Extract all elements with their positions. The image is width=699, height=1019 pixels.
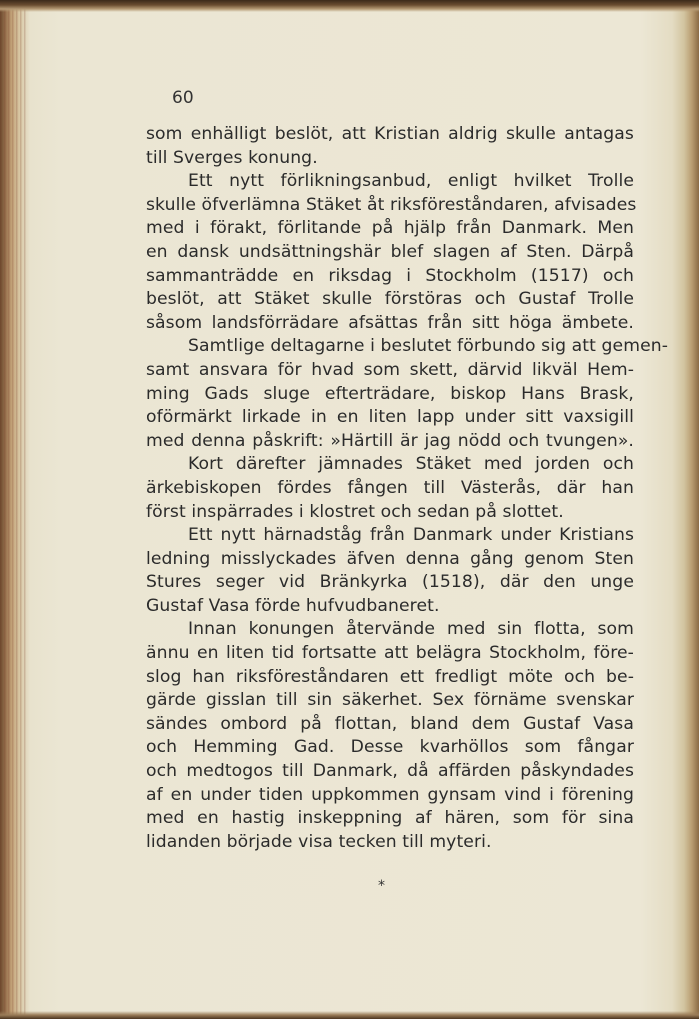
text-line: beslöt, att Stäket skulle förstöras och Gustaf Trolle	[146, 289, 634, 310]
text-line: med i förakt, förlitande på hjälp från Danmark. Men	[146, 218, 634, 239]
text-line: sammanträdde en riksdag i Stockholm (1517) och	[146, 265, 634, 286]
text-line: skulle öfverlämna Stäket åt riksföreståndaren, afvisades	[146, 194, 637, 215]
text-line: lidanden började visa tecken till myteri.	[146, 831, 492, 852]
page-number: 60	[172, 88, 194, 108]
section-ornament: *	[378, 878, 385, 894]
body-text	[146, 123, 669, 854]
text-line: Innan konungen återvände med sin flotta, som	[188, 619, 634, 640]
text-line: samt ansvara för hvad som skett, därvid likväl Hem-	[146, 359, 634, 380]
text-line: af en under tiden uppkommen gynsam vind i förening	[146, 784, 634, 805]
text-line: och medtogos till Danmark, då affärden påskyndades	[146, 761, 634, 782]
text-line: Stures seger vid Bränkyrka (1518), där den unge	[146, 572, 634, 593]
text-line: och Hemming Gad. Desse kvarhöllos som fångar	[146, 737, 634, 758]
text-line: ming Gads sluge efterträdare, biskop Hans Brask,	[146, 383, 634, 404]
text-line: ärkebiskopen fördes fången till Västerås, där han	[146, 477, 634, 498]
text-line: slog han riksföreståndaren ett fredligt möte och be-	[146, 666, 634, 687]
text-line: Samtlige deltagarne i beslutet förbundo sig att gemen-	[188, 336, 669, 357]
text-line: till Sverges konung.	[146, 147, 318, 168]
text-line: Ett nytt härnadståg från Danmark under Kristians	[188, 525, 634, 546]
text-line: med denna påskrift: »Härtill är jag nödd och tvungen».	[146, 430, 634, 451]
text-line: gärde gisslan till sin säkerhet. Sex förnäme svenskar	[146, 690, 634, 711]
text-line: ännu en liten tid fortsatte att belägra Stockholm, före-	[146, 643, 634, 664]
text-line: oförmärkt lirkade in en liten lapp under sitt vaxsigill	[146, 407, 634, 428]
text-line: Gustaf Vasa förde hufvudbaneret.	[146, 595, 440, 616]
text-line: som enhälligt beslöt, att Kristian aldrig skulle antagas	[146, 124, 634, 144]
text-line: såsom landsförrädare afsättas från sitt höga ämbete.	[146, 312, 634, 333]
text-line: Ett nytt förlikningsanbud, enligt hvilket Trolle	[188, 171, 634, 192]
text-line: först inspärrades i klostret och sedan på slottet.	[146, 501, 564, 522]
text-line: ledning misslyckades äfven denna gång genom Sten	[146, 548, 634, 569]
text-line: Kort därefter jämnades Stäket med jorden och	[188, 454, 634, 475]
text-line: en dansk undsättningshär blef slagen af Sten. Därpå	[146, 241, 634, 262]
text-line: med en hastig inskeppning af hären, som för sina	[146, 808, 634, 829]
text-line: sändes ombord på flottan, bland dem Gustaf Vasa	[146, 713, 634, 734]
